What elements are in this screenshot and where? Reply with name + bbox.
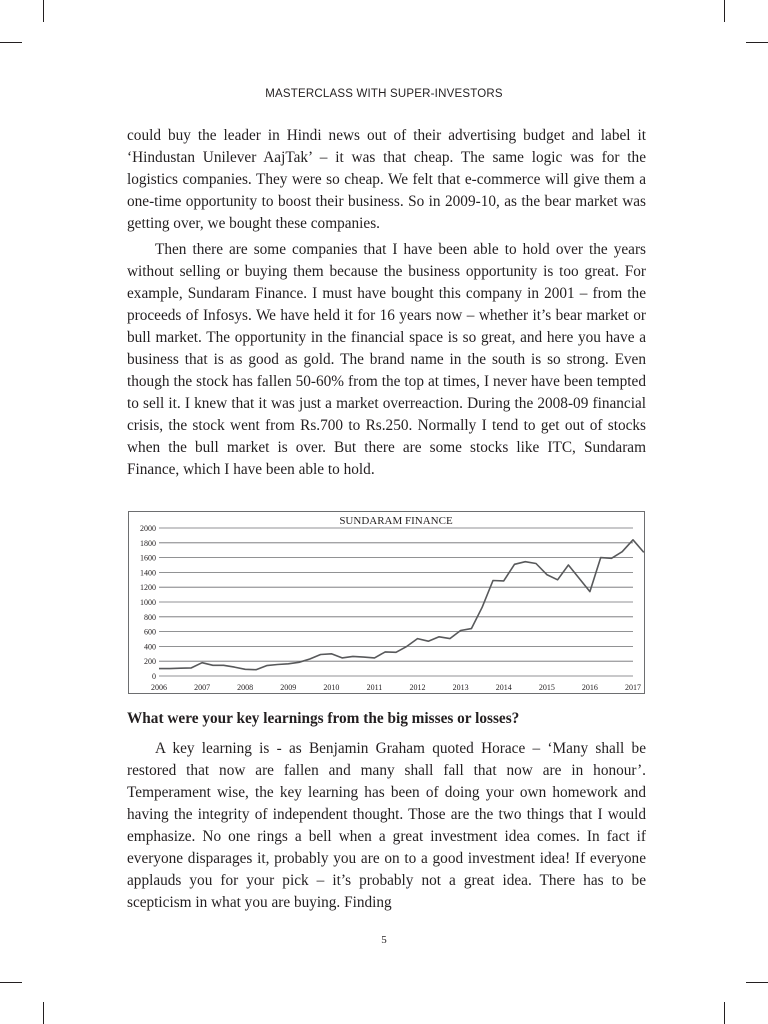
x-tick-label: 2007 <box>194 683 211 692</box>
x-tick-label: 2012 <box>409 683 426 692</box>
crop-mark <box>724 0 725 22</box>
x-tick-label: 2006 <box>151 683 167 692</box>
crop-mark <box>746 982 768 983</box>
x-tick-label: 2009 <box>280 683 297 692</box>
y-tick-label: 1600 <box>140 553 156 563</box>
interview-question: What were your key learnings from the big misses or losses? <box>127 710 520 727</box>
running-header: MASTERCLASS WITH SUPER-INVESTORS <box>265 88 503 100</box>
y-tick-label: 2000 <box>140 524 156 533</box>
x-tick-label: 2008 <box>237 683 254 692</box>
x-tick-label: 2015 <box>538 683 555 692</box>
crop-mark <box>43 1002 44 1024</box>
y-tick-label: 400 <box>144 642 156 652</box>
x-tick-label: 2011 <box>366 683 383 692</box>
lower-text <box>127 708 646 914</box>
y-tick-label: 1200 <box>140 583 156 593</box>
x-tick-label: 2014 <box>495 683 512 692</box>
paragraph-learnings: A key learning is - as Benjamin Graham quoted Horace – ‘Many shall be restored that now are fallen and many shall fall that now are in honour’. Temperament wise, the key learning has been of doing your own homework and having the integrity of independent thought. Those are the two things that I would emphasize. No one rings a bell when a great investment idea comes. In fact if everyone disparages it, probably you are on to a good investment idea! If everyone applauds you for your pick – it’s probably not a great idea. There has to be scepticism in what you are buying. Finding <box>127 740 646 911</box>
y-tick-label: 800 <box>144 612 156 622</box>
x-tick-label: 2013 <box>452 683 469 692</box>
paragraph-continued: could buy the leader in Hindi news out of their advertising budget and label it ‘Hindustan Unilever AajTak’ – it was that cheap. The same logic was for the logistics companies. They were so cheap. We felt that e-commerce will give them a one-time opportunity to boost their business. So in 2009-10, as the bear market was getting over, we bought these companies. <box>127 127 646 232</box>
sundaram-finance-chart <box>128 511 645 694</box>
y-tick-label: 600 <box>144 627 156 637</box>
crop-mark <box>746 42 768 43</box>
y-tick-label: 1400 <box>140 568 156 578</box>
crop-mark <box>0 42 22 43</box>
crop-mark <box>0 982 22 983</box>
y-tick-label: 1800 <box>140 538 156 548</box>
chart-svg <box>129 512 646 695</box>
crop-mark <box>43 0 44 22</box>
price-line <box>159 540 644 670</box>
y-tick-label: 200 <box>144 657 156 667</box>
chart-title: SUNDARAM FINANCE <box>339 515 453 527</box>
paragraph-sundaram: Then there are some companies that I have been able to hold over the years without selling or buying them because the business opportunity is too great. For example, Sundaram Finance. I must have bought this company in 2001 – from the proceeds of Infosys. We have held it for 16 years now – whether it’s bear market or bull market. The opportunity in the financial space is so great, and here you have a business that is as good as gold. The brand name in the south is so strong. Even though the stock has fallen 50-60% from the top at times, I never have been tempted to sell it. I knew that it was just a market overreaction. During the 2008-09 financial crisis, the stock went from Rs.700 to Rs.250. Normally I tend to get out of stocks when the bull market is over. But there are some stocks like ITC, Sundaram Finance, which I have been able to hold. <box>127 241 646 478</box>
x-tick-label: 2010 <box>323 683 340 692</box>
y-tick-label: 0 <box>152 672 156 681</box>
crop-mark <box>724 1002 725 1024</box>
y-tick-label: 1000 <box>140 598 156 607</box>
x-tick-label: 2017 <box>625 683 641 692</box>
page-number: 5 <box>381 934 387 946</box>
x-tick-label: 2016 <box>581 683 598 692</box>
upper-text <box>127 125 646 481</box>
